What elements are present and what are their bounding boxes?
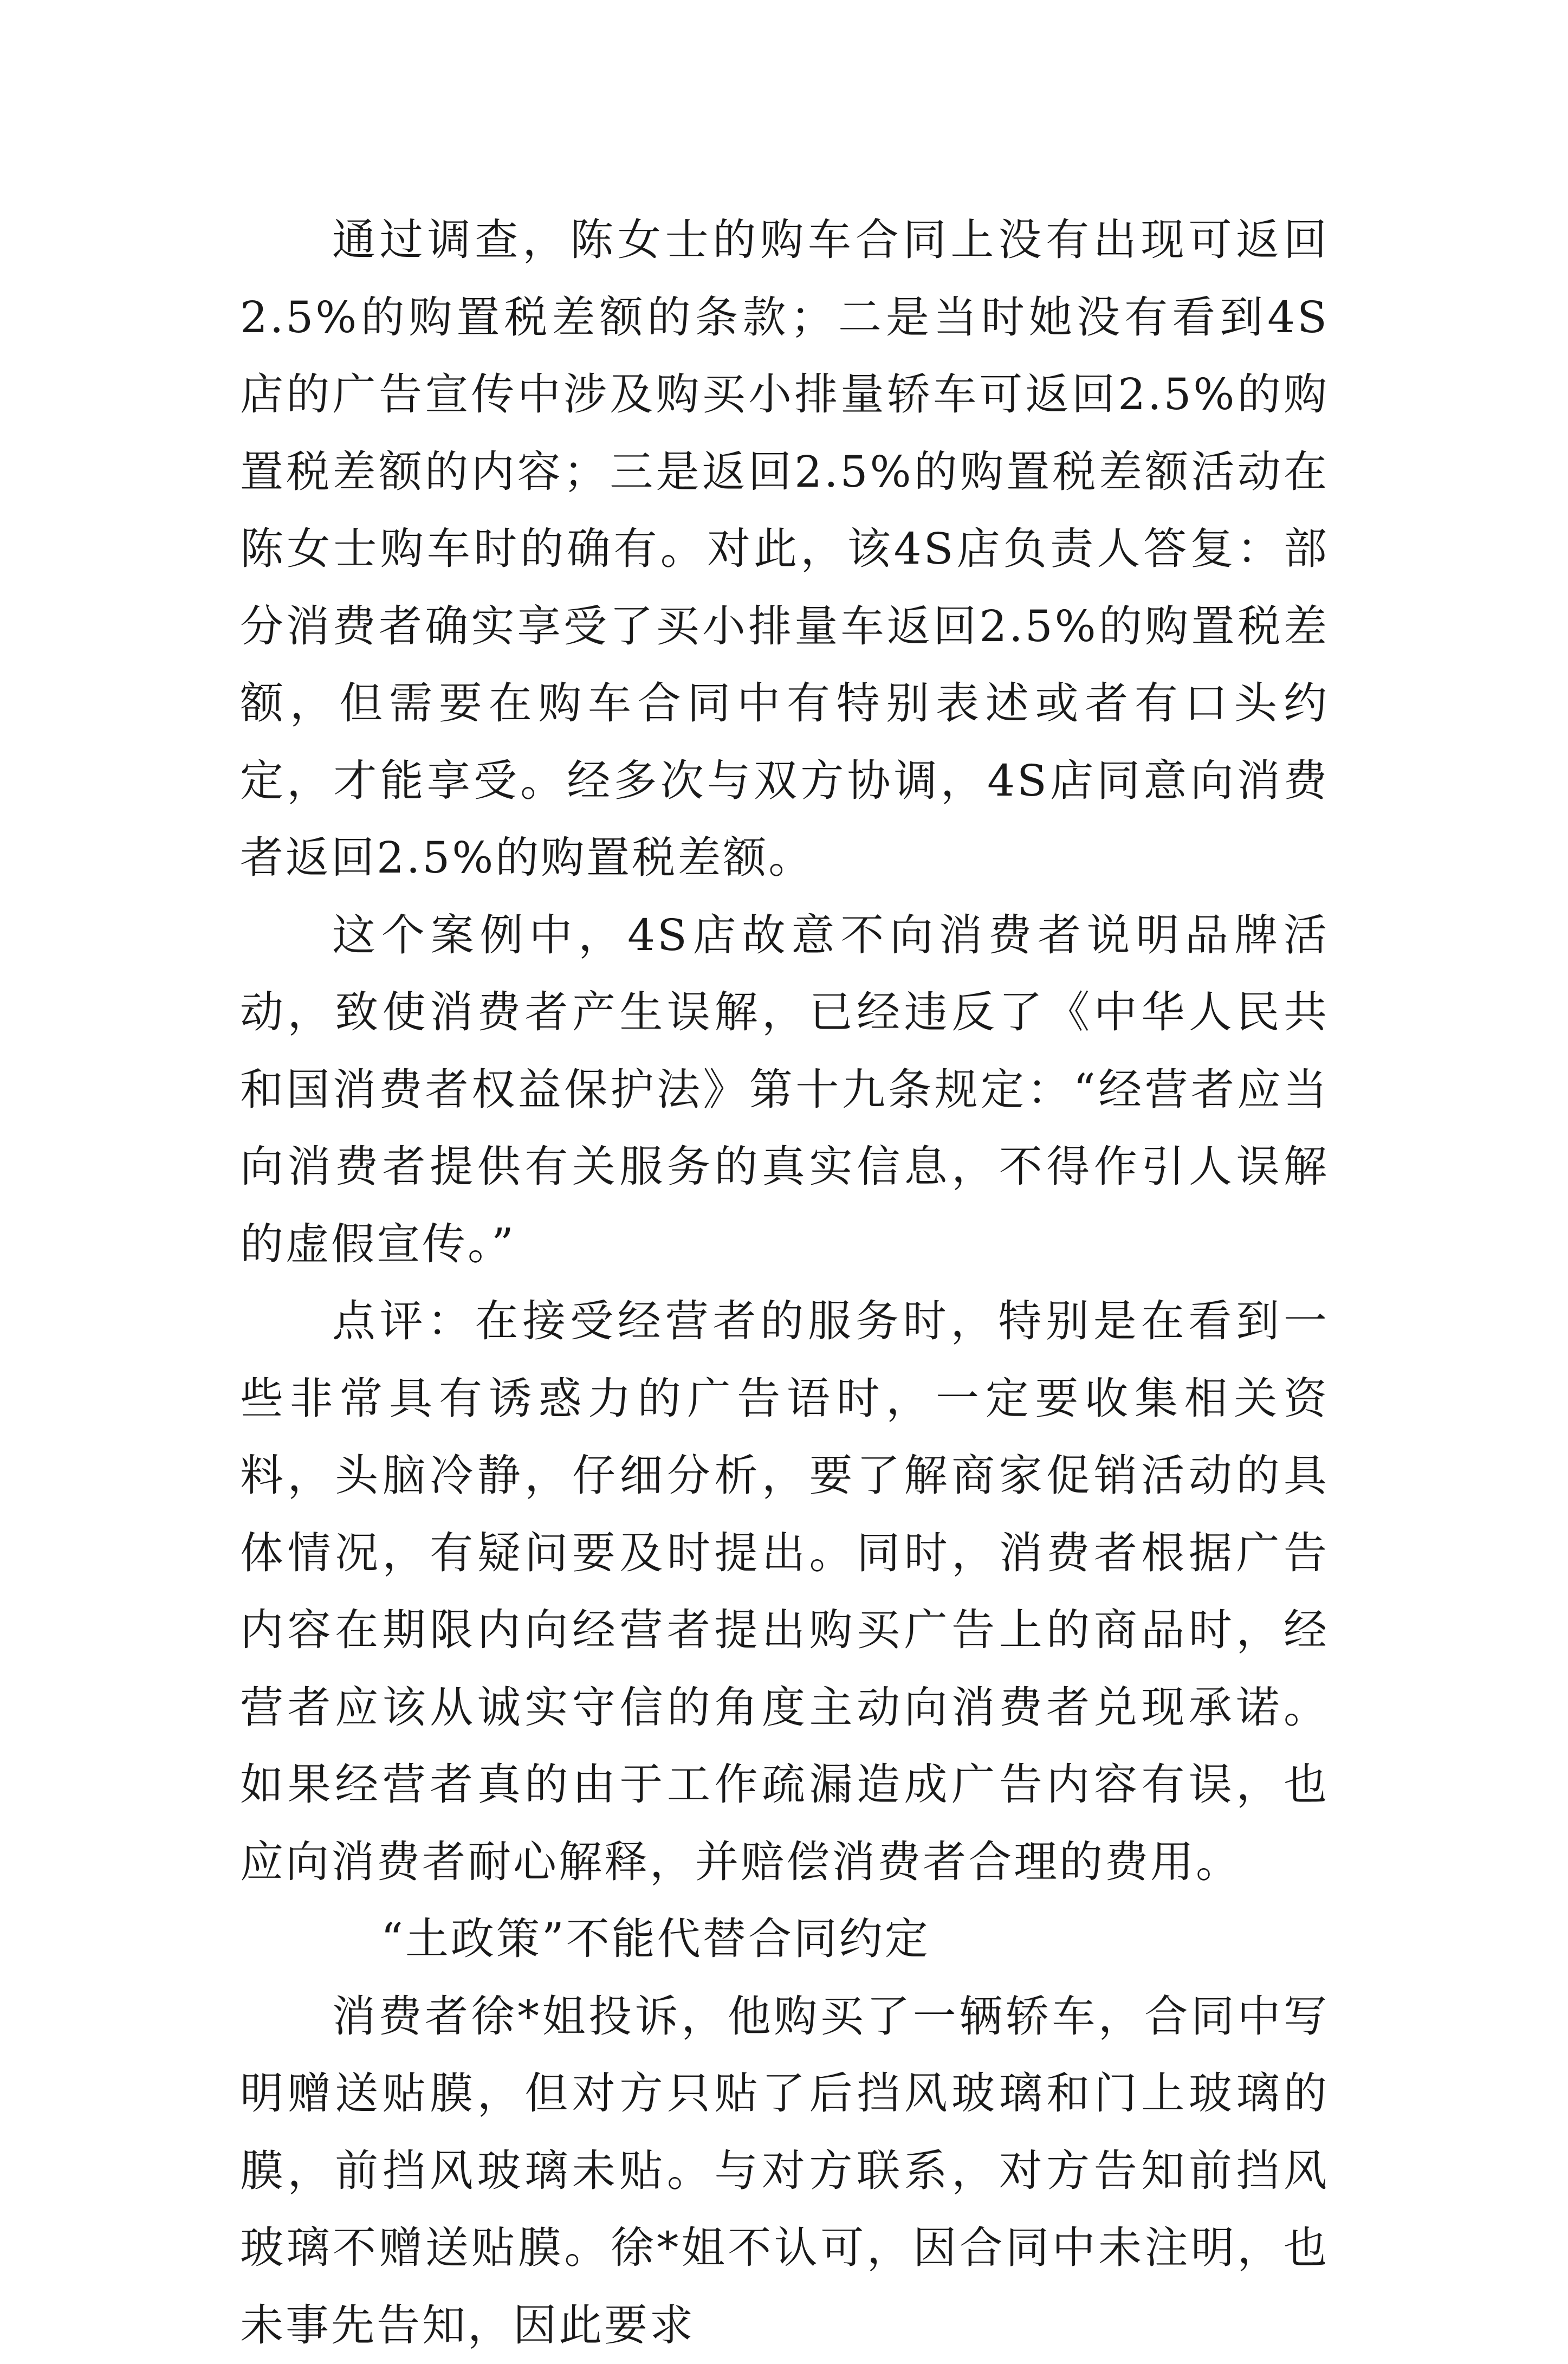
paragraph-investigation: 通过调查，陈女士的购车合同上没有出现可返回2.5%的购置税差额的条款；二是当时她没有看到4S店的广告宣传中涉及购买小排量轿车可返回2.5%的购置税差额的内容；三是返回2.5%的购置税差额活动在陈女士购车时的确有。对此，该4S店负责人答复：部分消费者确实享受了买小排量车返回2.5%的购置税差额，但需要在购车合同中有特别表述或者有口头约定，才能享受。经多次与双方协调，4S店同意向消费者返回2.5%的购置税差额。 — [240, 202, 1329, 897]
paragraph-commentary: 点评：在接受经营者的服务时，特别是在看到一些非常具有诱惑力的广告语时，一定要收集相关资料，头脑冷静，仔细分析，要了解商家促销活动的具体情况，有疑问要及时提出。同时，消费者根据广告内容在期限内向经营者提出购买广告上的商品时，经营者应该从诚实守信的角度主动向消费者兑现承诺。如果经营者真的由于工作疏漏造成广告内容有误，也应向消费者耐心解释，并赔偿消费者合理的费用。 — [240, 1283, 1329, 1901]
section-heading: “土政策”不能代替合同约定 — [240, 1901, 1329, 1978]
document-body — [240, 202, 1329, 2364]
paragraph-case-analysis: 这个案例中，4S店故意不向消费者说明品牌活动，致使消费者产生误解，已经违反了《中华人民共和国消费者权益保护法》第十九条规定：“经营者应当向消费者提供有关服务的真实信息，不得作引人误解的虚假宣传。” — [240, 897, 1329, 1283]
paragraph-new-case: 消费者徐*姐投诉，他购买了一辆轿车，合同中写明赠送贴膜，但对方只贴了后挡风玻璃和门上玻璃的膜，前挡风玻璃未贴。与对方联系，对方告知前挡风玻璃不赠送贴膜。徐*姐不认可，因合同中未注明，也未事先告知，因此要求 — [240, 1978, 1329, 2364]
